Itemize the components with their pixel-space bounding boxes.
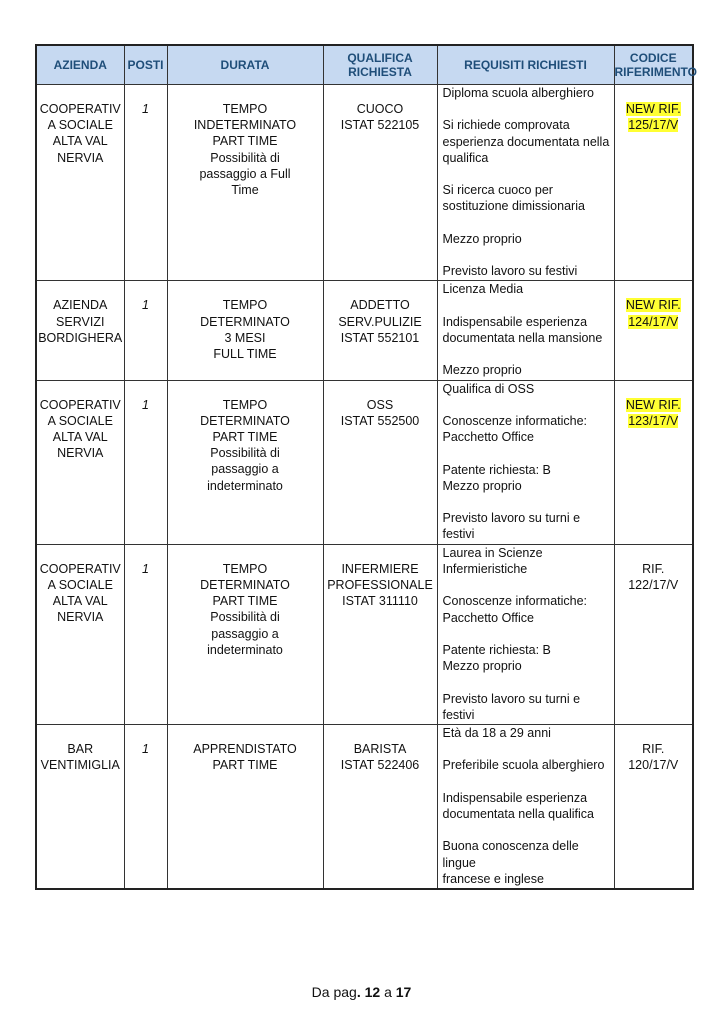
codice-riferimento: NEW RIF. 124/17/V: [625, 298, 681, 329]
azienda: COOPERATIV A SOCIALE ALTA VAL NERVIA: [39, 397, 121, 461]
qualifica: OSS ISTAT 552500: [340, 397, 420, 428]
codice-cell: [614, 380, 693, 544]
qualifica-cell: [323, 85, 437, 281]
codice-cell: [614, 85, 693, 281]
header-durata: DURATA: [167, 45, 323, 85]
durata-cell: [167, 544, 323, 724]
footer-prefix: Da pag: [311, 984, 357, 1000]
footer-separator: a: [384, 984, 392, 1000]
table-row: [36, 380, 693, 544]
posti-cell: [124, 85, 167, 281]
qualifica: INFERMIERE PROFESSIONALE ISTAT 311110: [327, 561, 433, 609]
durata: APPRENDISTATO PART TIME: [193, 741, 297, 773]
azienda-cell: [36, 724, 124, 889]
durata-cell: [167, 85, 323, 281]
durata: TEMPO DETERMINATO PART TIME Possibilità di passaggio a indeterminato: [200, 397, 290, 493]
table-row: [36, 85, 693, 281]
header-codice: CODICE RIFERIMENTO: [614, 45, 693, 85]
azienda: BAR VENTIMIGLIA: [40, 741, 120, 773]
durata: TEMPO DETERMINATO 3 MESI FULL TIME: [200, 298, 290, 362]
qualifica-cell: [323, 380, 437, 544]
requisiti: Età da 18 a 29 anni Preferibile scuola alberghiero Indispensabile esperienza documentata nella qualifica Buona conoscenza delle lingue francese e inglese: [442, 725, 605, 886]
codice-riferimento: RIF. 122/17/V: [628, 561, 679, 592]
footer-dot: .: [356, 984, 361, 1000]
table-row: [36, 544, 693, 724]
posti-cell: [124, 544, 167, 724]
qualifica-cell: [323, 281, 437, 380]
job-offers-table: [35, 44, 697, 890]
codice-riferimento: NEW RIF. 125/17/V: [625, 102, 681, 133]
header-requisiti: REQUISITI RICHIESTI: [437, 45, 614, 85]
header-azienda: AZIENDA: [36, 45, 124, 85]
requisiti-cell: [437, 380, 614, 544]
header-posti: POSTI: [124, 45, 167, 85]
qualifica: ADDETTO SERV.PULIZIE ISTAT 552101: [338, 298, 422, 345]
azienda: COOPERATIV A SOCIALE ALTA VAL NERVIA: [39, 102, 121, 165]
durata-cell: [167, 724, 323, 889]
posti: 1: [142, 102, 149, 116]
posti: 1: [142, 298, 149, 313]
azienda: AZIENDA SERVIZI BORDIGHERA: [38, 298, 123, 345]
azienda-cell: [36, 380, 124, 544]
codice-cell: [614, 724, 693, 889]
azienda-cell: [36, 281, 124, 380]
codice-cell: [614, 281, 693, 380]
qualifica: CUOCO ISTAT 522105: [340, 102, 420, 133]
codice-cell: [614, 544, 693, 724]
codice-riferimento: NEW RIF. 123/17/V: [625, 397, 681, 428]
durata: TEMPO DETERMINATO PART TIME Possibilità di passaggio a indeterminato: [200, 561, 290, 657]
requisiti: Qualifica di OSS Conoscenze informatiche: Pacchetto Office Patente richiesta: B Mezzo proprio Previsto lavoro su turni e festivi: [442, 381, 588, 542]
qualifica-cell: [323, 724, 437, 889]
codice-riferimento: RIF. 120/17/V: [628, 741, 679, 773]
azienda: COOPERATIV A SOCIALE ALTA VAL NERVIA: [39, 561, 121, 625]
posti: 1: [142, 561, 149, 576]
table-row: [36, 724, 693, 889]
header-qualifica: QUALIFICA RICHIESTA: [323, 45, 437, 85]
requisiti: Diploma scuola alberghiero Si richiede comprovata esperienza documentata nella qualifica Si ricerca cuoco per sostituzione dimissionaria Mezzo proprio Previsto lavoro su festivi: [442, 86, 610, 279]
requisiti-cell: [437, 544, 614, 724]
qualifica: BARISTA ISTAT 522406: [340, 741, 420, 773]
azienda-cell: [36, 85, 124, 281]
requisiti-cell: [437, 85, 614, 281]
posti: 1: [142, 741, 149, 756]
posti-cell: [124, 724, 167, 889]
footer-from-page: 12: [364, 984, 381, 1000]
page-footer: [0, 984, 723, 1000]
requisiti-cell: [437, 281, 614, 380]
posti: 1: [142, 397, 149, 412]
requisiti: Laurea in Scienze Infermieristiche Conoscenze informatiche: Pacchetto Office Patente richiesta: B Mezzo proprio Previsto lavoro su turni e festivi: [442, 545, 588, 722]
durata-cell: [167, 281, 323, 380]
durata: TEMPO INDETERMINATO PART TIME Possibilità di passaggio a Full Time: [193, 102, 297, 198]
table-row: [36, 281, 693, 380]
footer-to-page: 17: [395, 984, 412, 1000]
posti-cell: [124, 380, 167, 544]
requisiti: Licenza Media Indispensabile esperienza documentata nella mansione Mezzo proprio: [442, 282, 603, 378]
posti-cell: [124, 281, 167, 380]
table-header-row: [36, 45, 693, 85]
durata-cell: [167, 380, 323, 544]
qualifica-cell: [323, 544, 437, 724]
azienda-cell: [36, 544, 124, 724]
requisiti-cell: [437, 724, 614, 889]
